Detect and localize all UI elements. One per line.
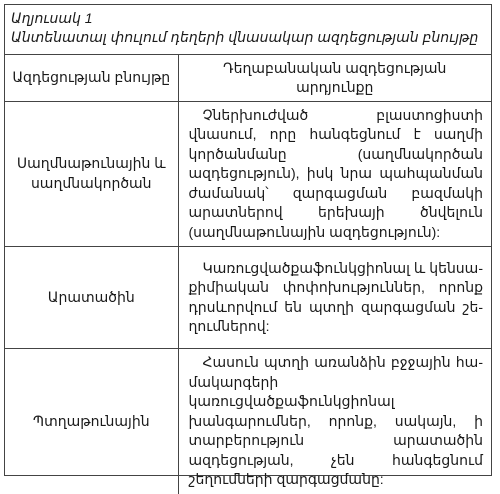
effect-type-cell: Պտղաթունային [5, 349, 178, 494]
table-caption [5, 5, 491, 55]
effects-table [5, 55, 491, 494]
table-row [5, 247, 491, 349]
column-header-effect-type: Ազդեցության բնույթը [5, 55, 178, 101]
effect-type-cell: Արատածին [5, 247, 178, 349]
effect-type-cell: Սաղմնաթունային և սաղմնակործան [5, 101, 178, 247]
effect-result-cell: Հասուն պտղի առանձին բջջային համակարգերի կառուցվածքաֆունկցիոնալ խանգարումներ, որոնք, սակայն, ի տարբերություն արատածին ազդեցության, չեն հանգեցնում շեղումների զարգացմանը: [178, 349, 491, 494]
table-frame [4, 4, 492, 487]
table-row [5, 349, 491, 494]
table-row [5, 101, 491, 247]
effect-result-cell: Կառուցվածքաֆունկցիոնալ և կենսաքիմիական փոփոխություններ, որոնք դրսևորվում են պտղի զարգացման շեղումներով: [178, 247, 491, 349]
table-number-label: Աղյուսակ 1 [11, 10, 93, 26]
header-row [5, 55, 491, 101]
table-title: Անտենատալ փուլում դեղերի վնասակար ազդեցության բնույթը [11, 29, 479, 45]
effect-result-cell: Չներխուժված բլաստոցիստի վնասում, որը հանգեցնում է սաղմի կործանմանը (սաղմնակործան ազդեցություն), իսկ նրա պահպանման ժամանակ՝ զարգացման բազմակի արատներով երեխայի ծնվելուն (սաղմնաթունային ազդեցություն): [178, 101, 491, 247]
column-header-pharmacological-result: Դեղաբանական ազդեցության արդյունքը [178, 55, 491, 101]
